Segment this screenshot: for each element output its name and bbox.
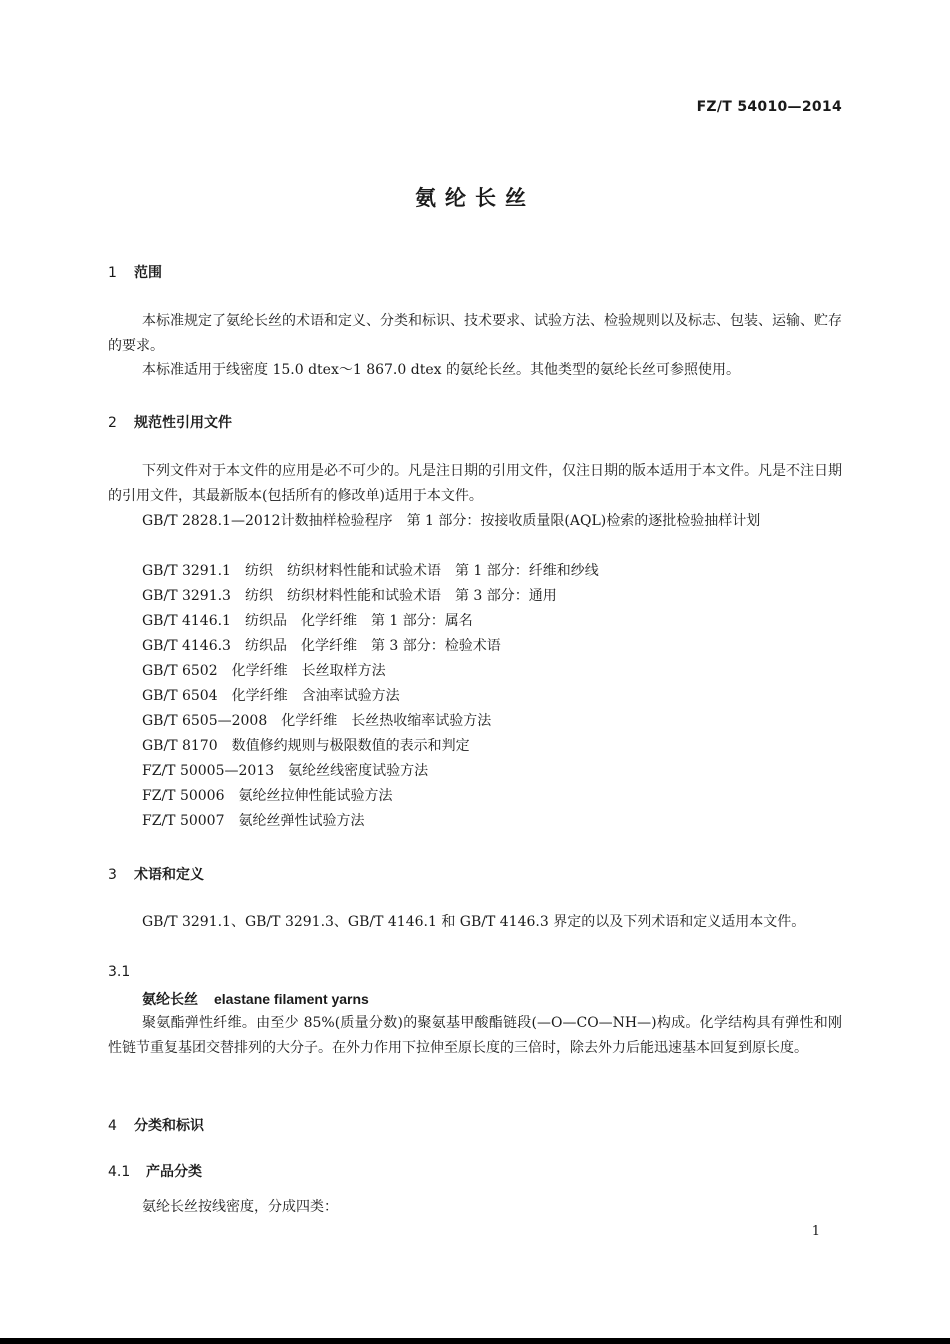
reference-code: FZ/T 50006 [142, 788, 225, 804]
reference-code: GB/T 6504 [142, 688, 218, 704]
reference-item [142, 609, 473, 634]
section-4-heading [108, 1115, 204, 1135]
reference-item [142, 784, 392, 809]
reference-title: 化学纤维 长丝取样方法 [231, 663, 386, 679]
section-3-intro: GB/T 3291.1、GB/T 3291.3、GB/T 4146.1 和 GB/T 4146.3 界定的以及下列术语和定义适用本文件。 [142, 914, 806, 930]
term-definition: 聚氨酯弹性纤维。由至少 85%(质量分数)的聚氨基甲酸酯链段(—O—CO—NH—)构成。化学结构具有弹性和刚性链节重复基团交替排列的大分子。在外力作用下拉伸至原长度的三倍时，除去外力后能迅速基本回复到原长度。 [108, 1015, 842, 1056]
term-heading [142, 989, 369, 1009]
reference-code: GB/T 3291.3 [142, 588, 231, 604]
section-1-paragraph-1: 本标准规定了氨纶长丝的术语和定义、分类和标识、技术要求、试验方法、检验规则以及标志、包装、运输、贮存的要求。 [108, 313, 842, 354]
reference-code: GB/T 6505—2008 [142, 713, 268, 729]
page-number: 1 [811, 1224, 820, 1239]
section-number: 4 [108, 1118, 117, 1134]
reference-code: GB/T 2828.1—2012 [142, 513, 281, 529]
reference-item [142, 634, 501, 659]
document-title: 氨纶长丝 [415, 186, 535, 210]
reference-code: FZ/T 50007 [142, 813, 225, 829]
section-title: 术语和定义 [134, 867, 204, 883]
reference-code: GB/T 6502 [142, 663, 218, 679]
subsection-number: 4.1 [108, 1164, 131, 1180]
reference-code: GB/T 4146.1 [142, 613, 231, 629]
term-number: 3.1 [108, 964, 131, 980]
reference-title: 化学纤维 含油率试验方法 [231, 688, 400, 704]
reference-item [142, 759, 428, 784]
section-1-heading [108, 262, 162, 282]
reference-title: 纺织 纺织材料性能和试验术语 第 3 部分：通用 [244, 588, 557, 604]
reference-code: FZ/T 50005—2013 [142, 763, 275, 779]
section-2-heading [108, 412, 232, 432]
reference-item [142, 809, 364, 834]
reference-item [142, 659, 386, 684]
standard-code: FZ/T 54010—2014 [696, 99, 842, 115]
section-title: 范围 [134, 265, 162, 281]
term-chinese: 氨纶长丝 [142, 992, 198, 1008]
reference-item [142, 684, 400, 709]
section-4-paragraph-1: 氨纶长丝按线密度，分成四类： [142, 1199, 338, 1215]
bottom-border [0, 1338, 950, 1344]
section-number: 1 [108, 265, 117, 281]
reference-item [142, 559, 599, 584]
reference-code: GB/T 8170 [142, 738, 218, 754]
reference-title: 纺织 纺织材料性能和试验术语 第 1 部分：纤维和纱线 [244, 563, 599, 579]
subsection-4-1-heading [108, 1161, 202, 1181]
reference-code: GB/T 3291.1 [142, 563, 231, 579]
section-2-intro: 下列文件对于本文件的应用是必不可少的。凡是注日期的引用文件，仅注日期的版本适用于本文件。凡是不注日期的引用文件，其最新版本(包括所有的修改单)适用于本文件。 [108, 463, 842, 504]
reference-title: 纺织品 化学纤维 第 1 部分：属名 [244, 613, 473, 629]
reference-item [142, 709, 491, 734]
section-number: 3 [108, 867, 117, 883]
section-title: 分类和标识 [134, 1118, 204, 1134]
reference-title: 氨纶丝拉伸性能试验方法 [238, 788, 393, 804]
reference-item [142, 734, 470, 759]
reference-title: 氨纶丝弹性试验方法 [238, 813, 365, 829]
reference-item [142, 584, 557, 609]
section-title: 规范性引用文件 [134, 415, 232, 431]
section-number: 2 [108, 415, 117, 431]
reference-title: 数值修约规则与极限数值的表示和判定 [231, 738, 470, 754]
reference-title: 化学纤维 长丝热收缩率试验方法 [281, 713, 492, 729]
reference-item [108, 509, 842, 534]
section-3-heading [108, 864, 204, 884]
section-1-paragraph-2: 本标准适用于线密度 15.0 dtex～1 867.0 dtex 的氨纶长丝。其他类型的氨纶长丝可参照使用。 [142, 362, 740, 378]
term-english: elastane filament yarns [214, 991, 369, 1007]
reference-title: 氨纶丝线密度试验方法 [288, 763, 429, 779]
reference-code: GB/T 4146.3 [142, 638, 231, 654]
reference-title: 计数抽样检验程序 第 1 部分：按接收质量限(AQL)检索的逐批检验抽样计划 [280, 513, 761, 529]
subsection-title: 产品分类 [146, 1164, 202, 1180]
reference-title: 纺织品 化学纤维 第 3 部分：检验术语 [244, 638, 501, 654]
